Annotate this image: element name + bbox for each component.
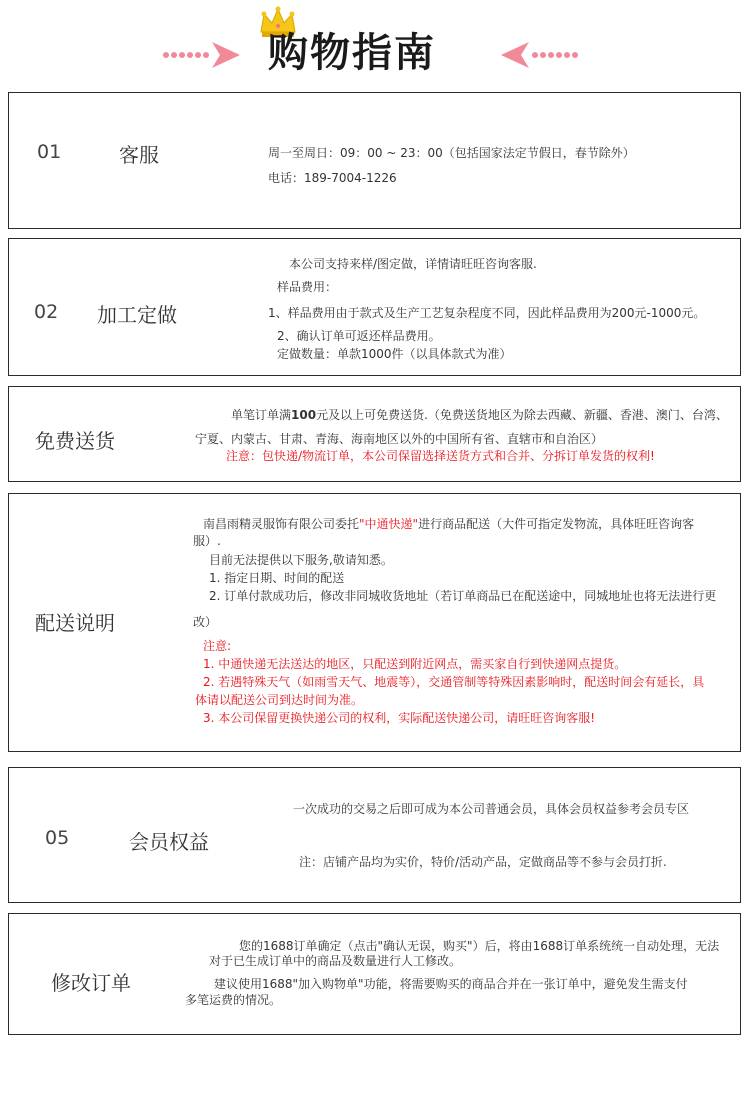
shipping-notice-title: 注意: — [203, 639, 232, 653]
custom-text-1: 本公司支持来样/图定做，详情请旺旺咨询客服. — [289, 257, 537, 271]
service-hours: 周一至周日：09：00 ~ 23：00（包括国家法定节假日，春节除外） — [268, 146, 635, 160]
section-number: 01 — [37, 141, 62, 163]
shipping-text-3: 目前无法提供以下服务,敬请知悉。 — [209, 553, 393, 567]
page-title: 购物指南 — [268, 30, 436, 76]
section-label: 修改订单 — [51, 971, 131, 995]
section-label: 免费送货 — [35, 429, 115, 453]
guide-header — [0, 0, 750, 90]
service-phone: 电话：189-7004-1226 — [268, 171, 397, 185]
section-member-benefits — [8, 767, 741, 903]
section-free-delivery — [8, 386, 741, 482]
custom-text-5: 定做数量：单款1000件（以具体款式为准） — [277, 347, 512, 361]
section-customer-service — [8, 92, 741, 229]
custom-text-2: 样品费用： — [277, 280, 338, 294]
modify-text-4: 多笔运费的情况。 — [185, 993, 282, 1007]
arrow-left-icon — [497, 40, 579, 70]
section-custom-made — [8, 238, 741, 376]
shipping-text-4: 1. 指定日期、时间的配送 — [209, 571, 345, 585]
shipping-text-5: 2. 订单付款成功后，修改非同城收货地址（若订单商品已在配送途中，同城地址也将无法进行更 — [209, 589, 717, 603]
shipping-text-1: 南昌雨精灵服饰有限公司委托"中通快递"进行商品配送（大件可指定发物流，具体旺旺咨询客 — [203, 517, 695, 531]
shipping-notice-1: 1. 中通快递无法送达的地区，只配送到附近网点，需买家自行到快递网点提货。 — [203, 657, 627, 671]
member-text-1: 一次成功的交易之后即可成为本公司普通会员，具体会员权益参考会员专区 — [293, 802, 690, 816]
section-label: 会员权益 — [129, 830, 209, 854]
delivery-notice: 注意：包快递/物流订单，本公司保留选择送货方式和合并、分拆订单发货的权利! — [226, 449, 655, 463]
shipping-text-6: 改） — [193, 615, 218, 629]
member-text-2: 注：店铺产品均为实价，特价/活动产品，定做商品等不参与会员打折. — [299, 855, 667, 869]
delivery-text-1: 单笔订单满100元及以上可免费送货.（免费送货地区为除去西藏、新疆、香港、澳门、台湾、 — [231, 408, 728, 422]
custom-text-3: 1、样品费用由于款式及生产工艺复杂程度不同，因此样品费用为200元-1000元。 — [268, 306, 706, 320]
section-shipping-info — [8, 493, 741, 752]
arrow-right-icon — [162, 40, 244, 70]
delivery-text-2: 宁夏、内蒙古、甘肃、青海、海南地区以外的中国所有省、直辖市和自治区） — [195, 432, 604, 446]
shipping-notice-2a: 2. 若遇特殊天气（如雨雪天气、地震等），交通管制等特殊因素影响时，配送时间会有延长，具 — [203, 675, 705, 689]
modify-text-2: 对于已生成订单中的商品及数量进行人工修改。 — [209, 954, 462, 968]
shipping-notice-2b: 体请以配送公司到达时间为准。 — [195, 693, 364, 707]
section-modify-order — [8, 913, 741, 1035]
shipping-text-2: 服）. — [193, 534, 221, 548]
modify-text-3: 建议使用1688"加入购物单"功能，将需要购买的商品合并在一张订单中，避免发生需支付 — [214, 977, 688, 991]
section-number: 05 — [45, 827, 70, 849]
custom-text-4: 2、确认订单可返还样品费用。 — [277, 329, 441, 343]
section-label: 配送说明 — [35, 611, 115, 635]
section-label: 加工定做 — [97, 303, 177, 327]
section-number: 02 — [34, 301, 59, 323]
modify-text-1: 您的1688订单确定（点击"确认无误，购买"）后，将由1688订单系统统一自动处理，无法 — [239, 939, 720, 953]
shipping-notice-3: 3. 本公司保留更换快递公司的权利，实际配送快递公司，请旺旺咨询客服! — [203, 711, 596, 725]
section-label: 客服 — [119, 143, 159, 167]
